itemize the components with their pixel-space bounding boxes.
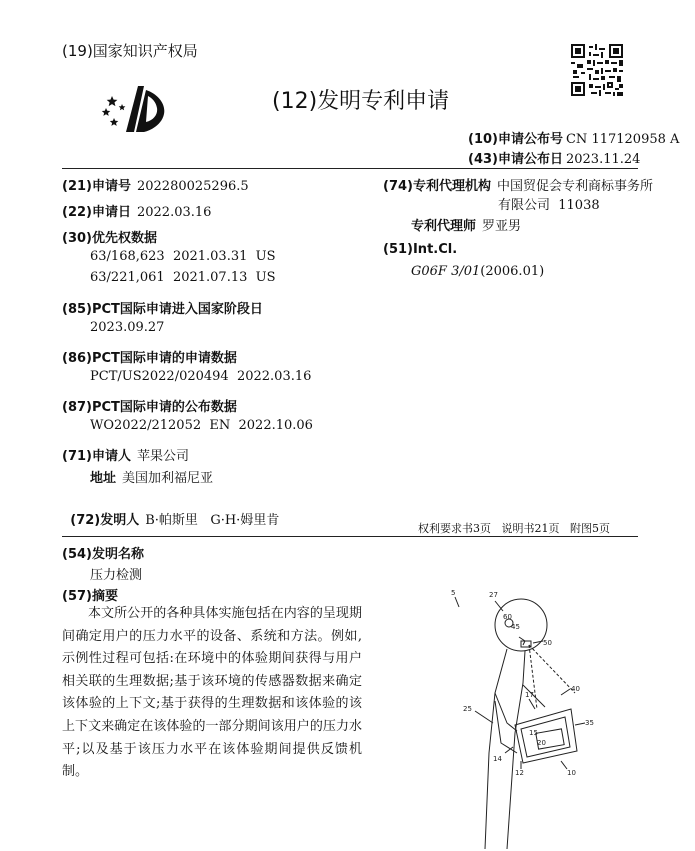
- cnipa-logo-icon: [100, 82, 172, 138]
- pct-publication-data: WO2022/212052 EN 2022.10.06: [90, 418, 313, 433]
- agent: 专利代理师 罗亚男: [411, 219, 522, 234]
- priority-label: (30)优先权数据: [62, 231, 157, 246]
- document-type: (12)发明专利申请: [272, 89, 450, 114]
- pct-application-label: (86)PCT国际申请的申请数据: [62, 351, 237, 366]
- header-divider: [62, 168, 638, 169]
- publication-date: (43)申请公布日 2023.11.24: [468, 152, 641, 167]
- figure-label: 14: [493, 755, 502, 763]
- pct-entry-date: 2023.09.27: [90, 320, 165, 335]
- abstract-label: (57)摘要: [62, 589, 118, 604]
- figure-label: 10: [567, 769, 576, 777]
- figure-label: 12: [515, 769, 524, 777]
- figure-label: 15: [529, 729, 538, 737]
- invention-title: 压力检测: [90, 568, 143, 583]
- office-name: (19)国家知识产权局: [62, 42, 198, 60]
- figure-label: 45: [511, 623, 520, 631]
- page-counts: 权利要求书3页 说明书21页 附图5页: [418, 522, 610, 535]
- patent-figure: [425, 583, 625, 849]
- application-date: (22)申请日 2022.03.16: [62, 205, 212, 220]
- pct-application-data: PCT/US2022/020494 2022.03.16: [90, 369, 312, 384]
- bib-divider: [62, 536, 638, 537]
- figure-label: 5: [451, 589, 456, 597]
- figure-label: 40: [571, 685, 580, 693]
- title-label: (54)发明名称: [62, 547, 144, 562]
- figure-label: 50: [543, 639, 552, 647]
- int-cl-label: (51)Int.Cl.: [383, 242, 458, 257]
- figure-label: 35: [585, 719, 594, 727]
- agency: (74)专利代理机构 中国贸促会专利商标事务所: [383, 179, 653, 194]
- abstract-text: 本文所公开的各种具体实施包括在内容的呈现期间确定用户的压力水平的设备、系统和方法。例如,示例性过程可包括:在环境中的体验期间获得与用户相关联的生理数据;基于该环境的传感器数据来确定该体验的上下文;基于获得的生理数据和该体验的该上下文来确定在该体验的一部分期间该用户的压力水平;以及基于该压力水平在该体验期间提供反馈机制。: [62, 606, 362, 780]
- figure-label: 25: [463, 705, 472, 713]
- applicant: (71)申请人 苹果公司: [62, 449, 189, 464]
- application-number: (21)申请号 202280025296.5: [62, 179, 249, 194]
- qr-code-icon: [571, 44, 623, 96]
- applicant-address: 地址 美国加利福尼亚: [90, 471, 214, 486]
- figure-label: 20: [537, 739, 546, 747]
- agency-line2: 有限公司 11038: [498, 198, 600, 213]
- int-cl-entry: G06F 3/01(2006.01): [411, 264, 545, 279]
- figure-label: 27: [489, 591, 498, 599]
- pct-entry-label: (85)PCT国际申请进入国家阶段日: [62, 302, 263, 317]
- priority-item: 63/221,061 2021.07.13 US: [90, 270, 276, 285]
- figure-label: 17: [525, 691, 534, 699]
- inventors: (72)发明人 B·帕斯里 G·H·姆里肯: [70, 513, 280, 528]
- pct-publication-label: (87)PCT国际申请的公布数据: [62, 400, 237, 415]
- priority-item: 63/168,623 2021.03.31 US: [90, 249, 276, 264]
- figure-label: 60: [503, 613, 512, 621]
- publication-number: (10)申请公布号 CN 117120958 A: [468, 132, 680, 147]
